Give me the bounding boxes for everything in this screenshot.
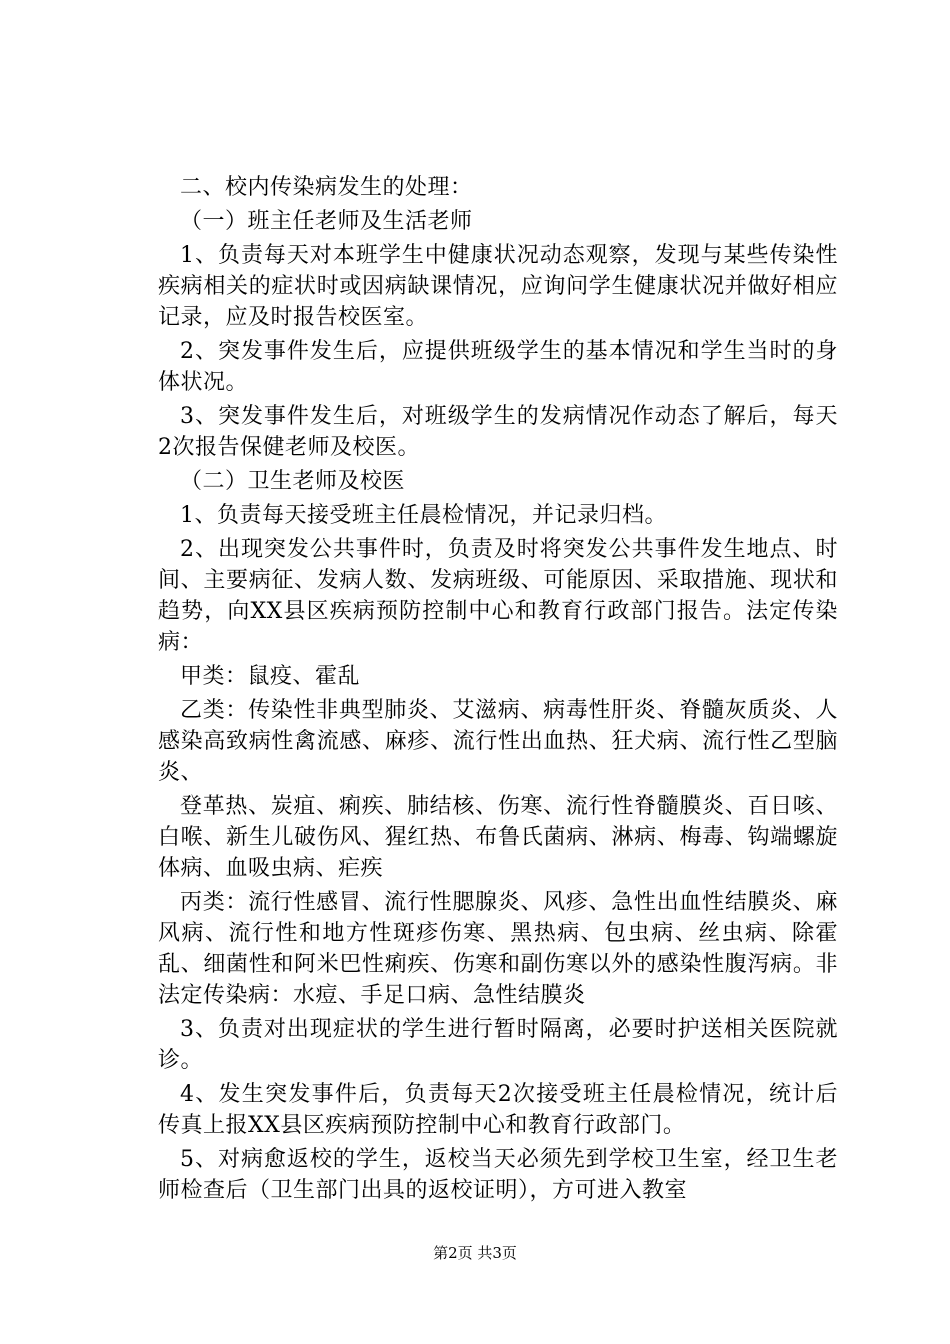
paragraph: 3、负责对出现症状的学生进行暂时隔离，必要时护送相关医院就诊。 [158, 1017, 838, 1073]
paragraph: 5、对病愈返校的学生，返校当天必须先到学校卫生室，经卫生老师检查后（卫生部门出具的返校证明），方可进入教室 [158, 1147, 838, 1203]
paragraph: 登革热、炭疽、痢疾、肺结核、伤寒、流行性脊髓膜炎、百日咳、白喉、新生儿破伤风、猩红热、布鲁氏菌病、淋病、梅毒、钩端螺旋体病、血吸虫病、疟疾 [158, 794, 838, 881]
paragraph: 3、突发事件发生后，对班级学生的发病情况作动态了解后，每天2次报告保健老师及校医。 [158, 404, 838, 460]
paragraph: 1、负责每天接受班主任晨检情况，并记录归档。 [180, 503, 667, 528]
section-heading: 二、校内传染病发生的处理： [180, 175, 473, 200]
paragraph: 2、突发事件发生后，应提供班级学生的基本情况和学生当时的身体状况。 [158, 339, 838, 395]
paragraph: 丙类：流行性感冒、流行性腮腺炎、风疹、急性出血性结膜炎、麻风病、流行性和地方性斑疹伤寒、黑热病、包虫病、丝虫病、除霍乱、细菌性和阿米巴性痢疾、伤寒和副伤寒以外的感染性腹泻病。非法定传染病：水痘、手足口病、急性结膜炎 [158, 890, 838, 1008]
paragraph: 甲类：鼠疫、霍乱 [180, 664, 361, 689]
subsection-heading: （一）班主任老师及生活老师 [180, 209, 473, 234]
paragraph: 1、负责每天对本班学生中健康状况动态观察，发现与某些传染性疾病相关的症状时或因病缺课情况，应询问学生健康状况并做好相应记录，应及时报告校医室。 [158, 243, 838, 330]
page-footer: 第2页 共3页 [433, 1244, 517, 1262]
subsection-heading: （二）卫生老师及校医 [180, 469, 406, 494]
document-body [158, 172, 838, 1209]
paragraph: 4、发生突发事件后，负责每天2次接受班主任晨检情况，统计后传真上报XX县区疾病预防控制中心和教育行政部门。 [158, 1082, 838, 1138]
paragraph: 2、出现突发公共事件时，负责及时将突发公共事件发生地点、时间、主要病征、发病人数、发病班级、可能原因、采取措施、现状和趋势，向XX县区疾病预防控制中心和教育行政部门报告。法定传染病： [158, 537, 838, 655]
paragraph: 乙类：传染性非典型肺炎、艾滋病、病毒性肝炎、脊髓灰质炎、人感染高致病性禽流感、麻疹、流行性出血热、狂犬病、流行性乙型脑炎、 [158, 698, 838, 785]
